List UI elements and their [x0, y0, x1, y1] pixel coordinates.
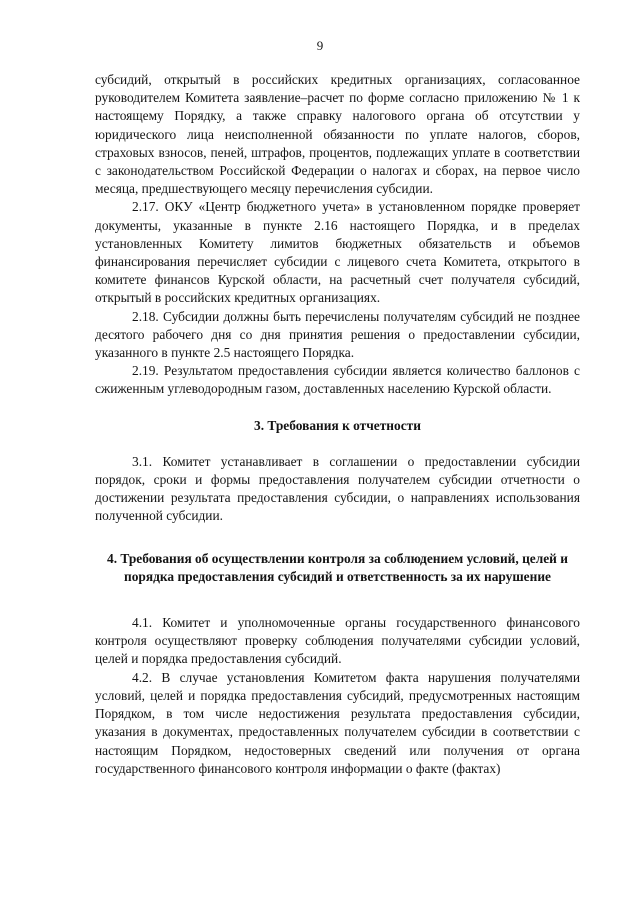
paragraph-continuation: субсидий, открытый в российских кредитных организациях, согласованное руководителем Комитета заявление–расчет по форме согласно приложению № 1 к настоящему Порядку, а также справку налогового органа об отсутствии у юридического лица неисполненной обязанности по уплате налогов, сборов, страховых взносов, пеней, штрафов, процентов, подлежащих уплате в соответствии с законодательством Российской Федерации о налогах и сборах, на первое число месяца, предшествующего месяцу перечисления субсидии.: [95, 72, 580, 197]
paragraph-4-2: 4.2. В случае установления Комитетом факта нарушения получателями условий, целей и порядка предоставления субсидий, предусмотренных настоящим Порядком, в том числе недостижения результата предоставления субсидии, указания в документах, предоставленных получателем субсидии в соответствии с настоящим Порядком, недостоверных сведений или получения от органа государственного финансового контроля информации о факте (фактах): [95, 669, 580, 776]
paragraph-4-1: 4.1. Комитет и уполномоченные органы государственного финансового контроля осуществляют проверку соблюдения получателями субсидии условий, целей и порядка предоставления субсидий.: [95, 615, 580, 667]
section-3-heading: 3. Требования к отчетности: [254, 417, 421, 433]
paragraph-2-18: 2.18. Субсидии должны быть перечислены получателям субсидий не позднее десятого рабочего дня со дня принятия решения о предоставлении субсидии, указанного в пункте 2.5 настоящего Порядка.: [95, 308, 580, 361]
paragraph-3-1: 3.1. Комитет устанавливает в соглашении о предоставлении субсидии порядок, сроки и формы предоставления получателем субсидии отчетности о достижении результата предоставления субсидии, о направлениях использования полученной субсидии.: [95, 453, 580, 524]
paragraph-2-19: 2.19. Результатом предоставления субсидии является количество баллонов с сжиженным углеводородным газом, доставленных населению Курской области.: [95, 363, 580, 397]
document-body: [95, 71, 580, 778]
page-number: 9: [316, 38, 324, 53]
paragraph-2-17: 2.17. ОКУ «Центр бюджетного учета» в установленном порядке проверяет документы, указанные в пункте 2.16 настоящего Порядка, и в пределах установленных Комитету лимитов бюджетных обязательств и объемов финансирования перечисляет субсидии с лицевого счета Комитета, открытого в комитете финансов Курской области, на расчетный счет получателя субсидий, открытый в российских кредитных организациях.: [95, 199, 580, 306]
section-4-heading: 4. Требования об осуществлении контроля за соблюдением условий, целей и порядка предоставления субсидий и ответственность за их нарушение: [107, 550, 568, 584]
